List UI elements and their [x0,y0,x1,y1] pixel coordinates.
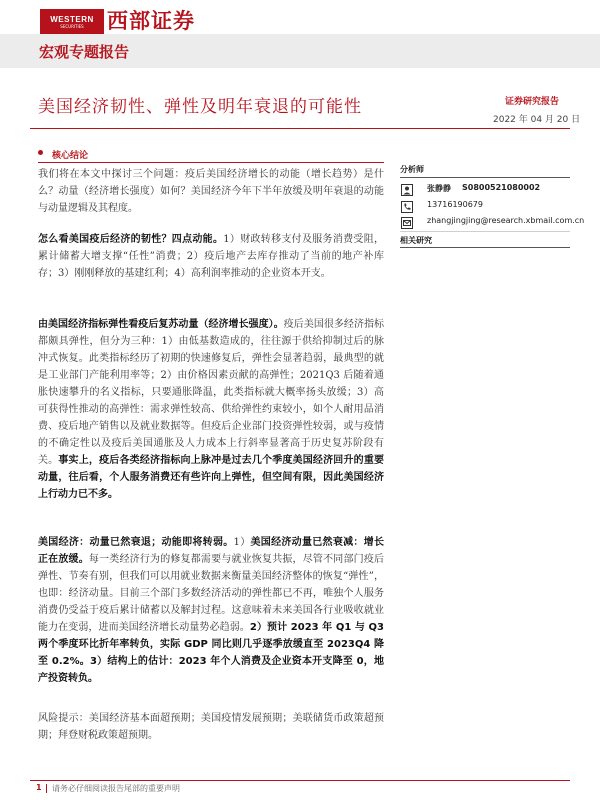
bullet-icon [38,150,43,155]
report-title: 美国经济韧性、弹性及明年衰退的可能性 [38,97,362,117]
report-type: 证券研究报告 [505,97,560,107]
title-divider [30,128,570,129]
paragraph-risk [38,710,384,744]
analyst-name: 张静静 [427,184,451,193]
logo-text-sub: SECURITIES [60,23,84,29]
core-divider [38,162,384,163]
footer-separator [46,784,47,793]
bold-text-segment: 2）预计 2023 年 Q1 与 Q3 两个季度环比折年率转负，实际 GDP 同比则几乎逐季放缓直至 2023Q4 降至 0.2%。3）结构上的估计：2023 年个人消费及企业资本开支降至 0，地产投资转负。 [38,622,384,684]
page-number: 1 [36,783,42,792]
footer-disclaimer: 请务必仔细阅读报告尾部的重要声明 [52,784,180,793]
footer-divider [30,780,570,781]
core-heading: 核心结论 [52,151,89,161]
text-segment: 风险提示：美国经济基本面超预期；美国疫情发展预期；美联储货币政策超预期；拜登财税政策超预期。 [38,713,384,741]
company-logo [40,9,104,34]
text-segment: 每一类经济行为的修复都需要与就业恢复共振，尽管不同部门疫后弹性、节奏有别，但我们可以用就业数据来衡量美国经济整体的恢复“弹性”，也即：经济动量。目前三个部门多数经济活动的弹性都已不再，唯独个人服务消费仍受益于疫后累计储蓄以及解封过程。这意味着未来美国各行业吸收就业能力在变弱，进而美国经济增长动量势必趋弱。 [38,554,385,633]
text-segment: 我们将在本文中探讨三个问题：疫后美国经济增长的动能（增长趋势）是什么？动量（经济增长强度）如何？美国经济今年下半年放缓及明年衰退的动能与动量逻辑及其程度。 [38,169,384,214]
bold-text-segment: 事实上，疫后各类经济指标向上脉冲是过去几个季度美国经济回升的重要动量，往后看，个人服务消费还有些许向上弹性，但空间有限，因此美国经济上行动力已不多。 [38,455,385,500]
paragraph-resilience [38,231,384,282]
related-divider [400,247,570,248]
section-label: 宏观专题报告 [39,43,130,61]
paragraph-intro [38,166,384,217]
paragraph-momentum [38,534,384,687]
related-heading: 相关研究 [400,236,432,245]
bold-text-segment: 美国经济：动量已然衰退；动能即将转弱。 [38,537,234,548]
bold-text-segment: 怎么看美国疫后经济的韧性？四点动能。 [38,234,224,245]
paragraph-elasticity [38,316,384,503]
report-date: 2022 年 04 月 20 日 [493,115,581,125]
bold-text-segment: 由美国经济指标弹性看疫后复苏动量（经济增长强度）。 [38,319,284,330]
analyst-cert: S0800521080002 [462,183,541,192]
analyst-heading: 分析师 [400,165,424,174]
sidebar-divider [400,231,570,232]
logo-text-en: WESTERN [50,14,94,24]
text-segment: 1）财政转移支付及服务消费受阻，累计储蓄大增支撑“任性”消费；2）疫后地产去库存推动了当前的地产补库存；3）刚刚释放的基建红利；4）高利润率推动的企业资本开支。 [38,234,384,279]
analyst-email[interactable]: zhangjingjing@research.xbmail.com.cn [427,216,585,225]
analyst-phone: 13716190679 [427,200,483,209]
text-segment: 疫后美国很多经济指标都颇具弹性，但分为三种：1）由低基数造成的，往往源于供给抑制过后的脉冲式恢复。此类指标经历了初期的快速修复后，弹性会显著趋弱，最典型的就是工业部门产能利用率等；2）由价格因素贡献的高弹性；2021Q3 后随着通胀快速攀升的名义指标，只要通胀降温，此类指标就大概率扬头放缓；3）高可获得性推动的高弹性：需求弹性较高、供给弹性约束较小，如个人耐用品消费、疫后地产销售以及就业数据等。但疫后企业部门投资弹性较弱，或与疫情的不确定性以及疫后美国通胀及人力成本上行斜率显著高于历史复苏阶段有关。 [38,319,385,466]
brand-name: 西部证券 [107,9,195,33]
text-segment: 1） [233,537,251,548]
analyst-divider [400,177,570,178]
bold-text-segment: 美国经济动量已然衰减：增长正在放缓。 [38,537,385,565]
